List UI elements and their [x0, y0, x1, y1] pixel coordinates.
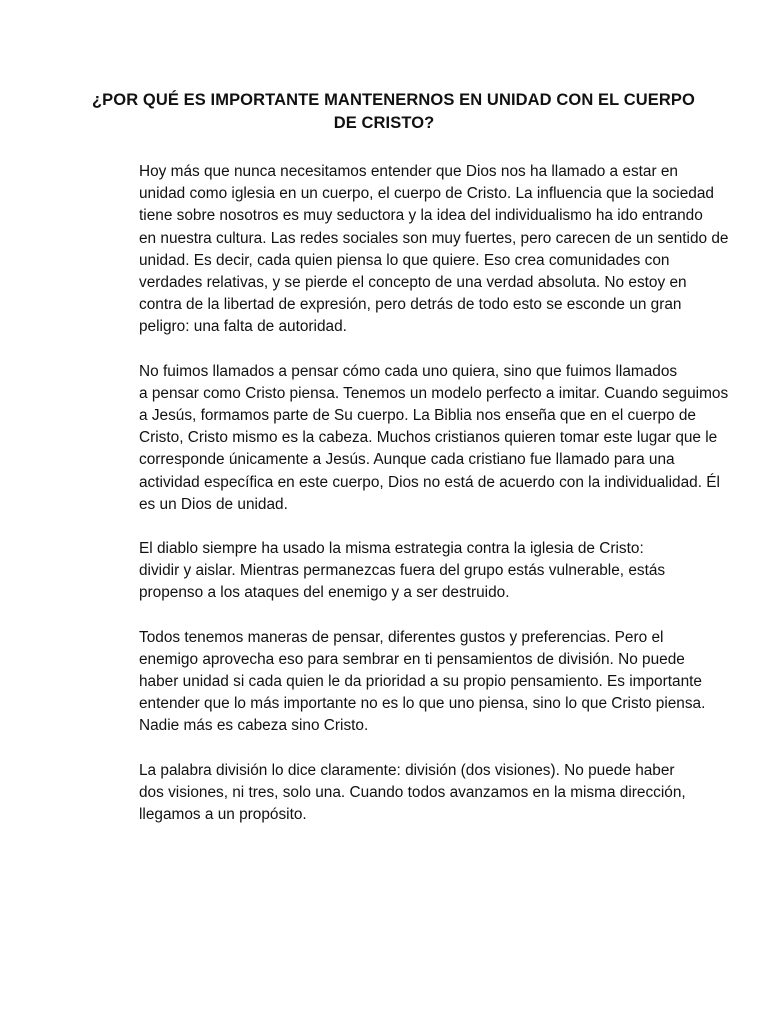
paragraph-1 — [93, 161, 729, 339]
paragraph-line: tiene sobre nosotros es muy seductora y la idea del individualismo ha ido entrando — [139, 207, 703, 225]
title-line: ¿POR QUÉ ES IMPORTANTE MANTENERNOS EN UNIDAD CON EL CUERPO — [92, 91, 695, 109]
paragraph-line: No fuimos llamados a pensar cómo cada uno quiera, sino que fuimos llamados — [139, 362, 678, 380]
paragraph-line: contra de la libertad de expresión, pero detrás de todo esto se esconde un gran — [139, 296, 682, 314]
paragraph-line: enemigo aprovecha eso para sembrar en ti pensamientos de división. No puede — [139, 650, 685, 668]
paragraph-line: unidad como iglesia en un cuerpo, el cuerpo de Cristo. La influencia que la sociedad — [139, 185, 714, 203]
paragraph-4 — [93, 627, 706, 738]
paragraph-line: peligro: una falta de autoridad. — [139, 318, 347, 336]
paragraph-line: La palabra división lo dice claramente: división (dos visiones). No puede haber — [139, 761, 675, 779]
document-body — [93, 161, 729, 848]
paragraph-line: a Jesús, formamos parte de Su cuerpo. La Biblia nos enseña que en el cuerpo de — [139, 407, 696, 425]
paragraph-line: El diablo siempre ha usado la misma estrategia contra la iglesia de Cristo: — [139, 540, 644, 558]
paragraph-line: a pensar como Cristo piensa. Tenemos un modelo perfecto a imitar. Cuando seguimos — [139, 384, 729, 402]
paragraph-3 — [93, 538, 685, 605]
paragraph-line: actividad específica en este cuerpo, Dios no está de acuerdo con la individualidad. Él — [139, 473, 720, 491]
paragraph-2 — [93, 361, 729, 516]
paragraph-line: Cristo, Cristo mismo es la cabeza. Muchos cristianos quieren tomar este lugar que le — [139, 429, 718, 447]
paragraph-line: dividir y aislar. Mientras permanezcas fuera del grupo estás vulnerable, estás — [139, 562, 666, 580]
paragraph-line: unidad. Es decir, cada quien piensa lo que quiere. Eso crea comunidades con — [139, 251, 670, 269]
document-title — [92, 89, 695, 135]
paragraph-line: corresponde únicamente a Jesús. Aunque cada cristiano fue llamado para una — [139, 451, 675, 469]
paragraph-line: Nadie más es cabeza sino Cristo. — [139, 717, 369, 735]
title-line: DE CRISTO? — [333, 114, 435, 132]
paragraph-line: Todos tenemos maneras de pensar, diferentes gustos y preferencias. Pero el — [139, 628, 664, 646]
paragraph-line: haber unidad si cada quien le da prioridad a su propio pensamiento. Es importante — [139, 673, 702, 691]
paragraph-line: propenso a los ataques del enemigo y a ser destruido. — [139, 584, 510, 602]
paragraph-line: en nuestra cultura. Las redes sociales son muy fuertes, pero carecen de un sentido de — [139, 229, 729, 247]
paragraph-line: dos visiones, ni tres, solo una. Cuando todos avanzamos en la misma dirección, — [139, 783, 686, 801]
paragraph-5 — [93, 760, 685, 827]
paragraph-line: entender que lo más importante no es lo que uno piensa, sino lo que Cristo piensa. — [139, 695, 706, 713]
paragraph-line: llegamos a un propósito. — [139, 806, 307, 824]
paragraph-line: es un Dios de unidad. — [139, 495, 288, 513]
paragraph-line: verdades relativas, y se pierde el concepto de una verdad absoluta. No estoy en — [139, 274, 687, 292]
paragraph-line: Hoy más que nunca necesitamos entender que Dios nos ha llamado a estar en — [139, 163, 678, 180]
